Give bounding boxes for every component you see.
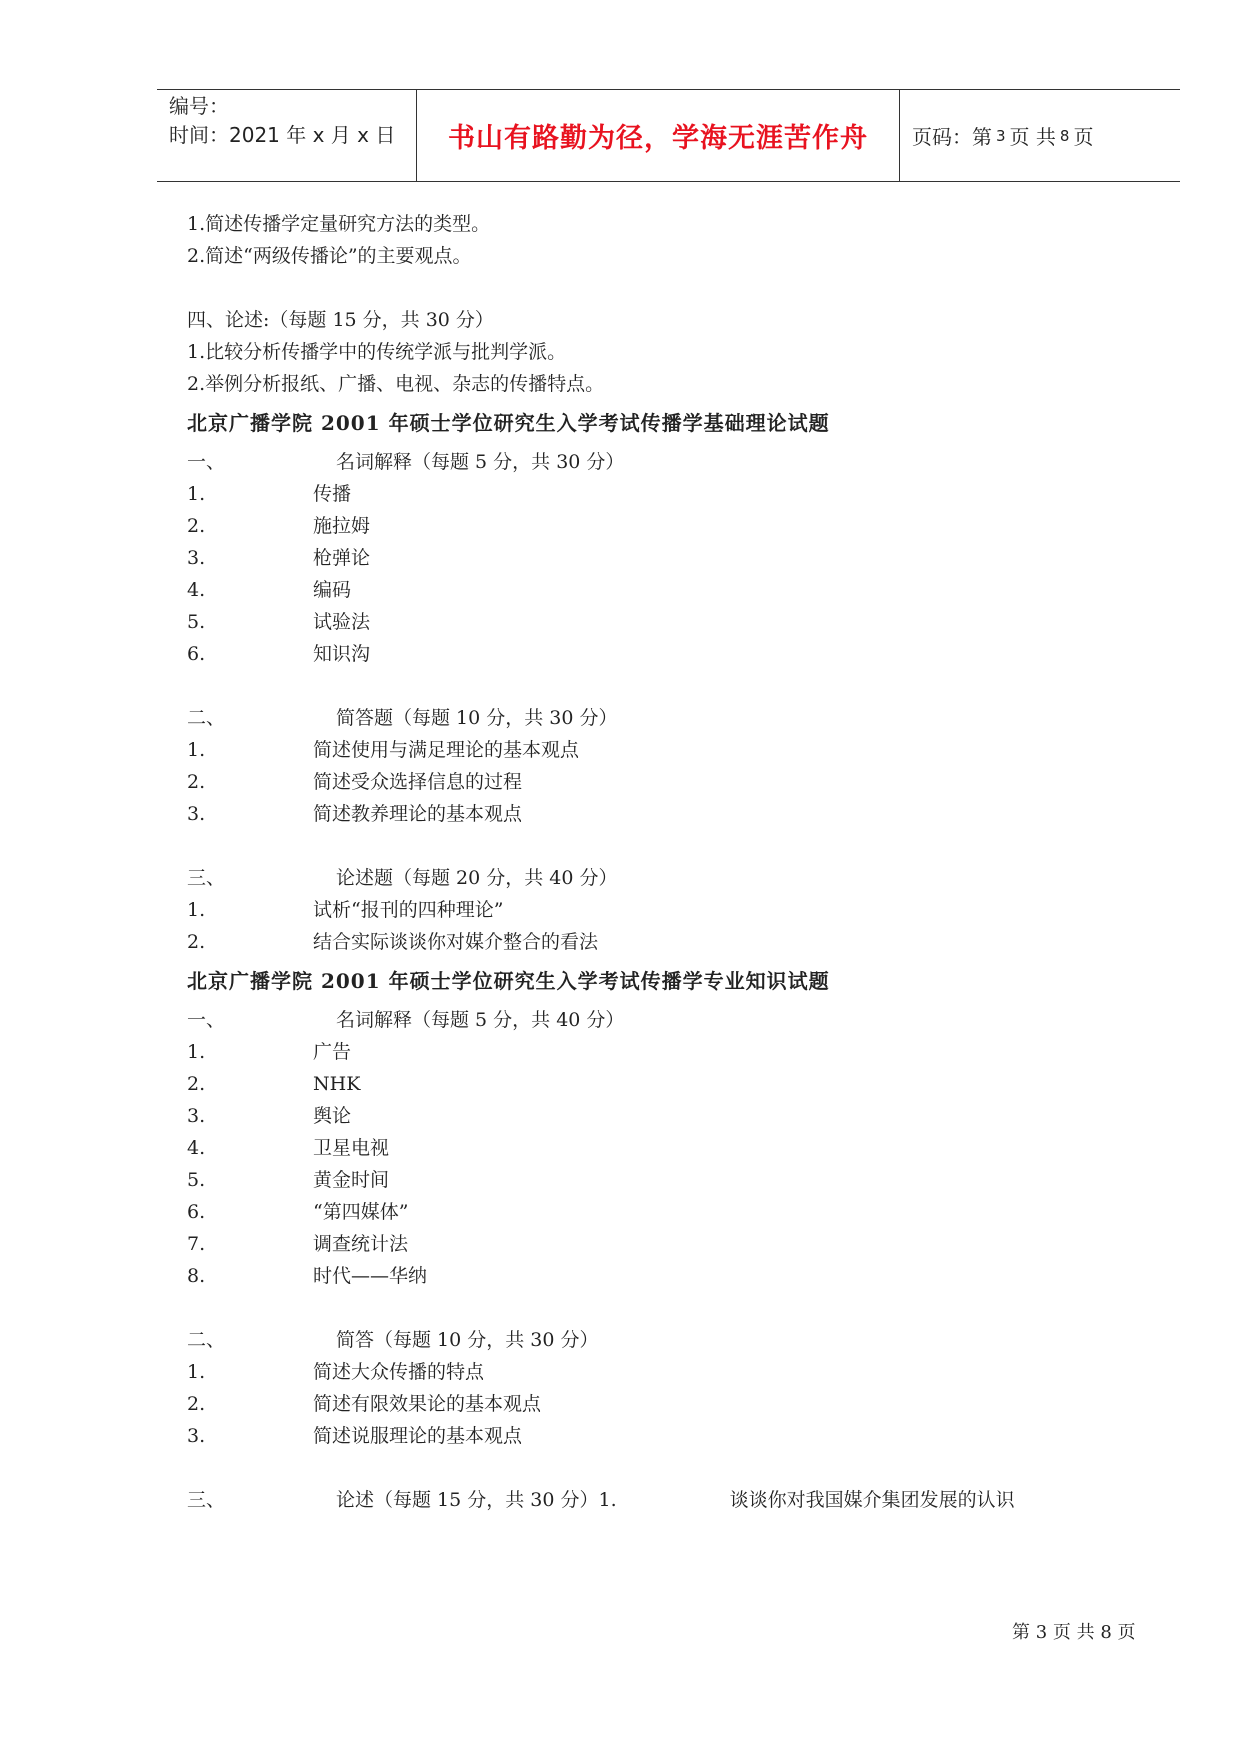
- list-item: 1. 广告: [187, 1041, 352, 1063]
- list-item: 3. 简述说服理论的基本观点: [187, 1425, 523, 1447]
- list-item: 5. 试验法: [187, 611, 371, 633]
- list-item: 3. 舆论: [187, 1105, 352, 1127]
- question-item: 2.简述“两级传播论”的主要观点。: [187, 245, 472, 267]
- section-heading: 三、 论述题（每题 20 分，共 40 分）: [187, 867, 618, 889]
- document-date: 时间：2021 年 x 月 x 日: [169, 123, 396, 147]
- section-heading: 三、 论述（每题 15 分，共 30 分）1. 谈谈你对我国媒介集团发展的认识: [187, 1484, 1147, 1516]
- list-item: 2. 简述有限效果论的基本观点: [187, 1393, 542, 1415]
- list-item: 2. 简述受众选择信息的过程: [187, 771, 523, 793]
- list-item: 1. 简述使用与满足理论的基本观点: [187, 739, 580, 761]
- list-item: 2. 结合实际谈谈你对媒介整合的看法: [187, 931, 599, 953]
- total-pages: 8: [1059, 126, 1070, 145]
- list-item: 2. NHK: [187, 1073, 361, 1095]
- list-item: 7. 调查统计法: [187, 1233, 409, 1255]
- page-header: [157, 89, 1180, 182]
- list-item: 6. “第四媒体”: [187, 1201, 409, 1223]
- list-item: 5. 黄金时间: [187, 1169, 390, 1191]
- header-page-number: 页码：第 3 页 共 8 页: [912, 125, 1094, 149]
- list-item: 3. 简述教养理论的基本观点: [187, 803, 523, 825]
- current-page: 3: [996, 126, 1006, 145]
- list-item: 1. 简述大众传播的特点: [187, 1361, 485, 1383]
- section-heading: 二、 简答题（每题 10 分，共 30 分）: [187, 707, 618, 729]
- header-motto: 书山有路勤为径，学海无涯苦作舟: [417, 90, 900, 181]
- question-item: 1.简述传播学定量研究方法的类型。: [187, 213, 491, 235]
- question-item: 2.举例分析报纸、广播、电视、杂志的传播特点。: [187, 373, 605, 395]
- list-item: 1. 传播: [187, 483, 352, 505]
- list-item: 4. 卫星电视: [187, 1137, 390, 1159]
- header-meta: [157, 90, 417, 181]
- section-heading: 二、 简答（每题 10 分，共 30 分）: [187, 1329, 599, 1351]
- list-item: 6. 知识沟: [187, 643, 371, 665]
- document-number-label: 编号：: [169, 94, 229, 118]
- list-item: 2. 施拉姆: [187, 515, 371, 537]
- section-heading: 一、 名词解释（每题 5 分，共 40 分）: [187, 1009, 625, 1031]
- question-item: 1.比较分析传播学中的传统学派与批判学派。: [187, 341, 567, 363]
- section-heading: 一、 名词解释（每题 5 分，共 30 分）: [187, 451, 625, 473]
- exam-title: 北京广播学院 2001 年硕士学位研究生入学考试传播学专业知识试题: [187, 969, 830, 993]
- list-item: 3. 枪弹论: [187, 547, 371, 569]
- list-item: 谈谈你对我国媒介集团发展的认识: [729, 1489, 1015, 1511]
- list-item: 8. 时代——华纳: [187, 1265, 428, 1287]
- page-footer: 第 3 页 共 8 页: [1012, 1622, 1136, 1643]
- list-item: 1. 试析“报刊的四种理论”: [187, 899, 504, 921]
- list-item: 4. 编码: [187, 579, 352, 601]
- exam-title: 北京广播学院 2001 年硕士学位研究生入学考试传播学基础理论试题: [187, 411, 830, 435]
- document-body: [187, 208, 1147, 1516]
- section-heading: 四、论述:（每题 15 分，共 30 分）: [187, 309, 494, 331]
